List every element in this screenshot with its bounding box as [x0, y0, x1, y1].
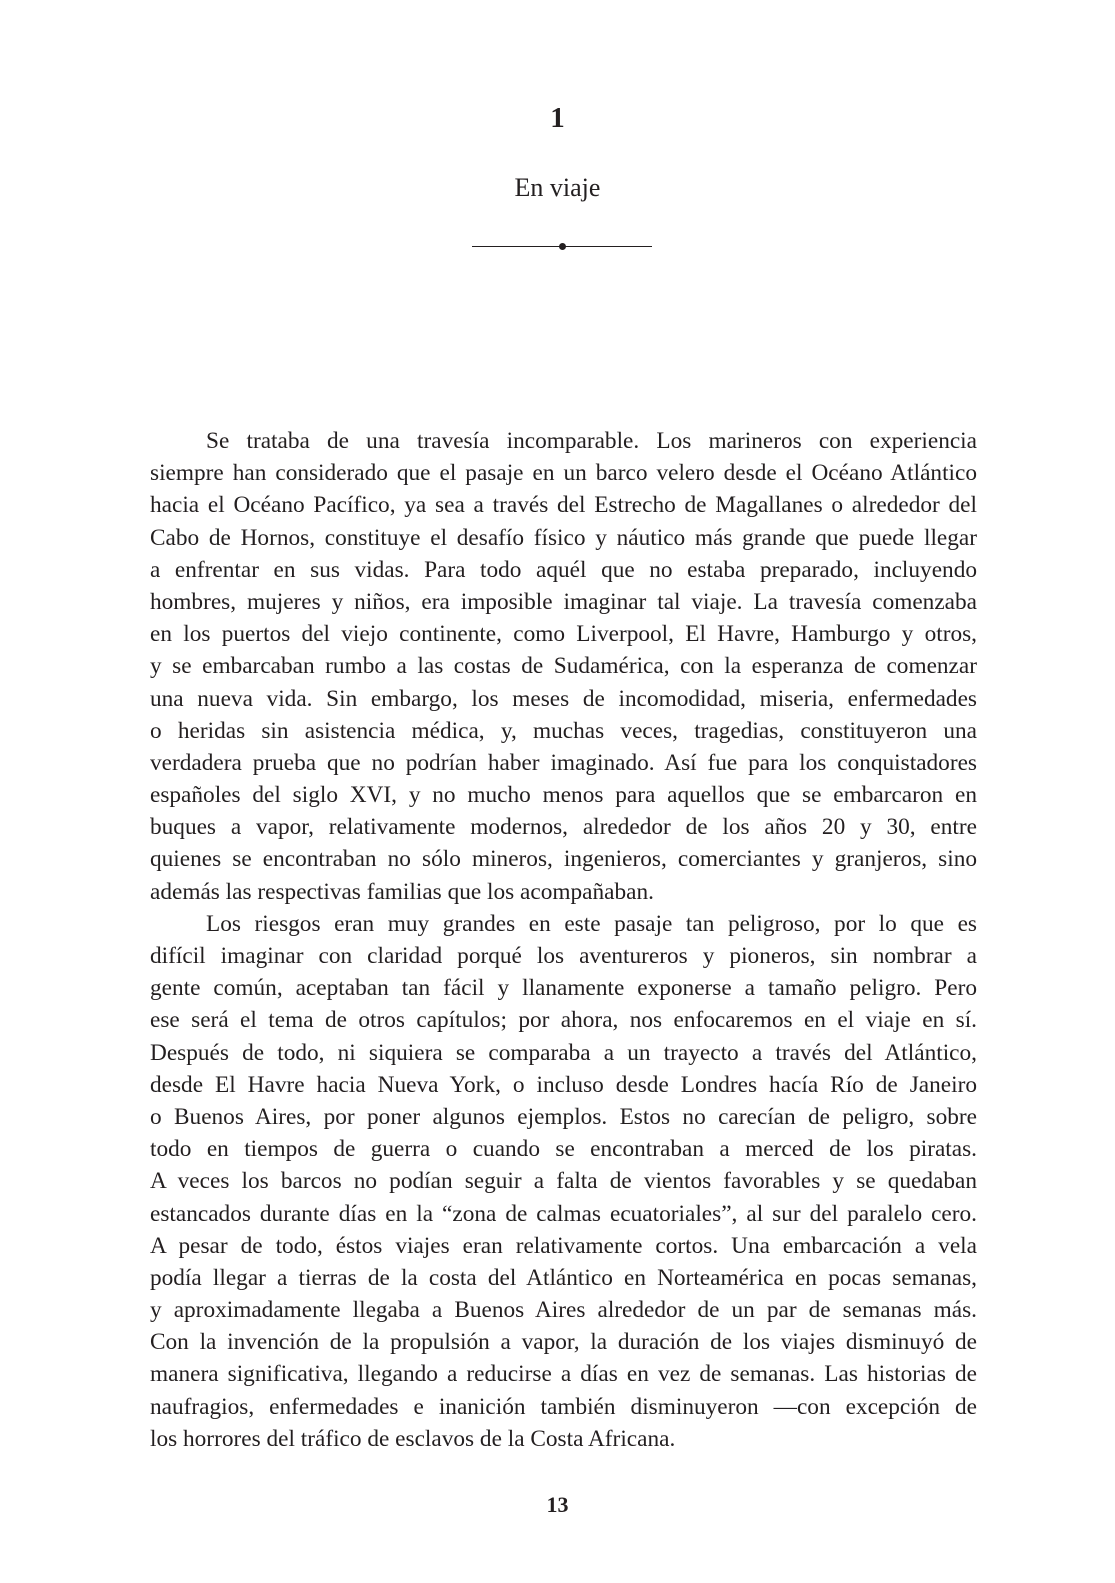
text-line: siempre han considerado que el pasaje en un barco velero desde el Océano Atlántico: [150, 460, 977, 487]
text-line: y se embarcaban rumbo a las costas de Sudamérica, con la esperanza de comenzar: [150, 653, 977, 680]
text-line: o Buenos Aires, por poner algunos ejemplos. Estos no carecían de peligro, sobre: [150, 1103, 977, 1130]
text-line: en los puertos del viejo continente, como Liverpool, El Havre, Hamburgo y otros,: [150, 621, 977, 648]
text-line: además las respectivas familias que los acompañaban.: [150, 878, 654, 905]
text-line: buques a vapor, relativamente modernos, alrededor de los años 20 y 30, entre: [150, 814, 977, 841]
ornament-dot: [559, 243, 566, 250]
text-line: Cabo de Hornos, constituye el desafío físico y náutico más grande que puede llegar: [150, 524, 977, 551]
text-line: quienes se encontraban no sólo mineros, ingenieros, comerciantes y granjeros, sino: [150, 846, 977, 873]
text-line: Se trataba de una travesía incomparable. Los marineros con experiencia: [206, 428, 977, 454]
text-line: hacia el Océano Pacífico, ya sea a través del Estrecho de Magallanes o alrededor del: [150, 492, 977, 519]
paragraph: [150, 425, 977, 908]
text-line: ese será el tema de otros capítulos; por ahora, nos enfocaremos en el viaje en sí.: [150, 1007, 977, 1034]
text-line: difícil imaginar con claridad porqué los aventureros y pioneros, sin nombrar a: [150, 943, 977, 969]
text-line: Con la invención de la propulsión a vapor, la duración de los viajes disminuyó de: [150, 1329, 977, 1356]
chapter-body-text: [150, 425, 977, 1455]
text-line: Los riesgos eran muy grandes en este pasaje tan peligroso, por lo que es: [206, 910, 977, 937]
text-line: y aproximadamente llegaba a Buenos Aires alrededor de un par de semanas más.: [150, 1297, 977, 1324]
text-line: una nueva vida. Sin embargo, los meses de incomodidad, miseria, enfermedades: [150, 685, 977, 712]
text-line: podía llegar a tierras de la costa del Atlántico en Norteamérica en pocas semanas,: [150, 1264, 977, 1291]
text-line: todo en tiempos de guerra o cuando se encontraban a merced de los piratas.: [150, 1136, 977, 1163]
text-line: o heridas sin asistencia médica, y, muchas veces, tragedias, constituyeron una: [150, 717, 977, 744]
text-line: desde El Havre hacia Nueva York, o incluso desde Londres hacía Río de Janeiro: [150, 1071, 977, 1098]
chapter-ornament-divider: [472, 240, 652, 254]
text-line: naufragios, enfermedades e inanición también disminuyeron —con excepción de: [150, 1393, 977, 1420]
text-line: los horrores del tráfico de esclavos de la Costa Africana.: [150, 1425, 676, 1452]
text-line: manera significativa, llegando a reducirse a días en vez de semanas. Las historias de: [150, 1361, 977, 1388]
text-line: verdadera prueba que no podrían haber imaginado. Así fue para los conquistadores: [150, 749, 977, 776]
text-line: españoles del siglo XVI, y no mucho menos para aquellos que se embarcaron en: [150, 782, 977, 809]
text-line: estancados durante días en la “zona de calmas ecuatoriales”, al sur del paralelo cero.: [150, 1200, 977, 1227]
text-line: gente común, aceptaban tan fácil y llanamente exponerse a tamaño peligro. Pero: [150, 975, 977, 1002]
text-line: hombres, mujeres y niños, era imposible imaginar tal viaje. La travesía comenzaba: [150, 588, 977, 615]
page-number: 13: [546, 1492, 569, 1517]
paragraph: [150, 908, 977, 1455]
text-line: A veces los barcos no podían seguir a falta de vientos favorables y se quedaban: [150, 1168, 977, 1195]
text-line: a enfrentar en sus vidas. Para todo aquél que no estaba preparado, incluyendo: [150, 556, 977, 583]
chapter-title: En viaje: [514, 173, 601, 202]
chapter-number: 1: [550, 102, 565, 134]
text-line: A pesar de todo, éstos viajes eran relativamente cortos. Una embarcación a vela: [150, 1232, 977, 1259]
text-line: Después de todo, ni siquiera se comparaba a un trayecto a través del Atlántico,: [150, 1039, 977, 1066]
